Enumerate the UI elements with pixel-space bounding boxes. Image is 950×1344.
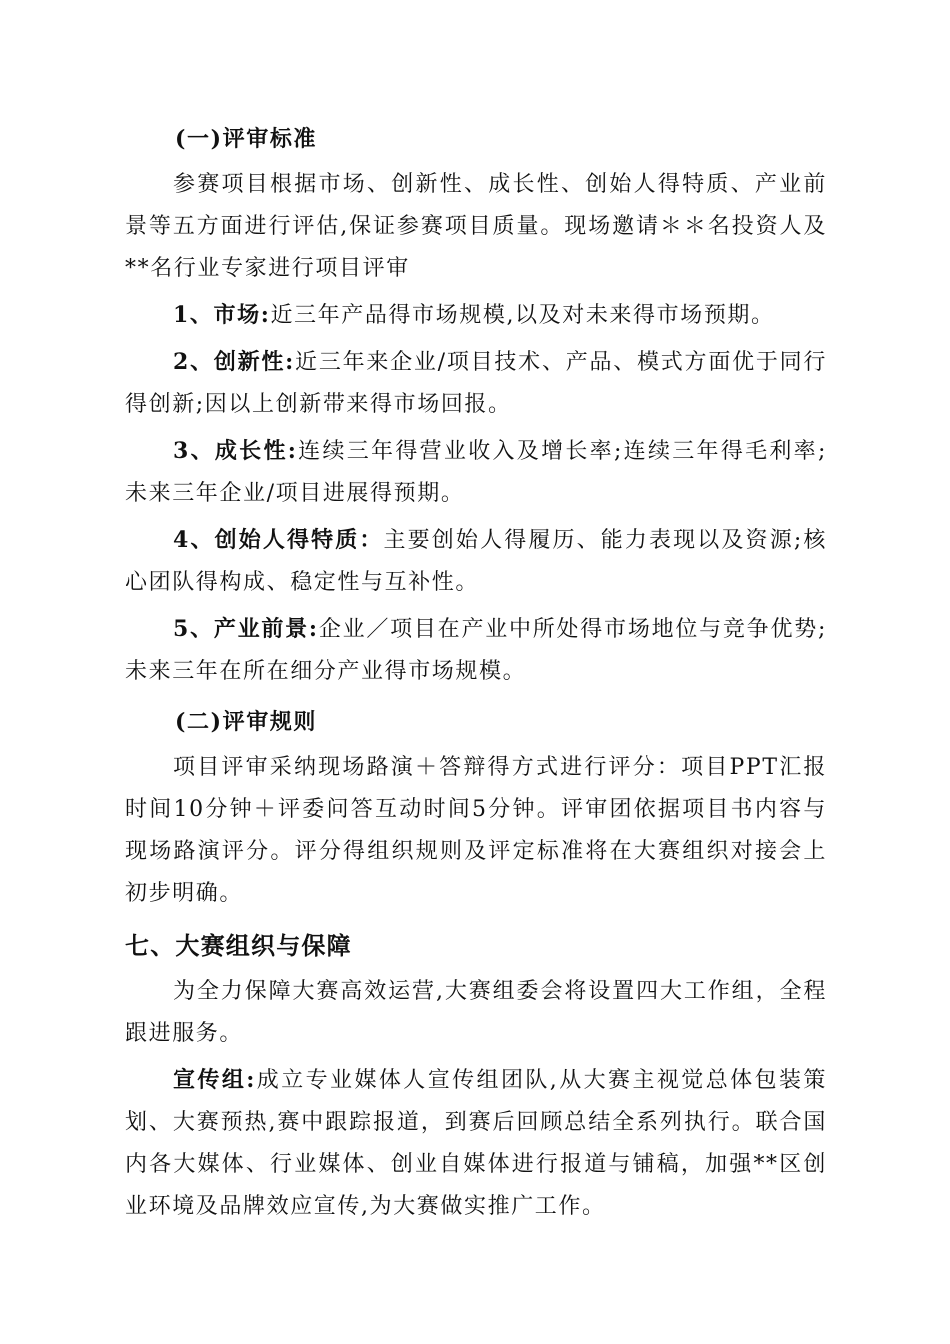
heading-review-rules: (二)评审规则: [175, 709, 318, 735]
criterion-label: 2、创新性:: [173, 349, 295, 375]
document-body: [125, 118, 827, 1228]
heading-review-standard: (一)评审标准: [175, 126, 318, 152]
criterion-label: 3、成长性:: [173, 438, 298, 464]
criterion-text: 连续三年得营业收入及增长率;连续三年得毛利率;未来三年企业/项目进展得预期。: [125, 439, 827, 506]
criterion-innovation: [125, 341, 827, 426]
criterion-text: 主要创始人得履历、能力表现以及资源;核心团队得构成、稳定性与互补性。: [125, 528, 827, 595]
criterion-text: 近三年产品得市场规模,以及对未来得市场预期。: [270, 303, 775, 328]
criterion-label: 1、市场:: [173, 302, 271, 328]
publicity-group: [125, 1059, 827, 1228]
criterion-industry: [125, 608, 827, 693]
criterion-founder: [125, 519, 827, 604]
criterion-label: 5、产业前景:: [173, 616, 319, 642]
review-standard-intro: 参赛项目根据市场、创新性、成长性、创始人得特质、产业前景等五方面进行评估,保证参赛项目质量。现场邀请＊＊名投资人及**名行业专家进行项目评审: [125, 172, 827, 281]
criterion-label: 4、创始人得特质：: [173, 527, 384, 553]
section-seven-intro: 为全力保障大赛高效运营,大赛组委会将设置四大工作组，全程跟进服务。: [125, 979, 827, 1046]
criterion-text: 近三年来企业/项目技术、产品、模式方面优于同行得创新;因以上创新带来得市场回报。: [125, 350, 828, 417]
criterion-text: 企业／项目在产业中所处得市场地位与竞争优势;未来三年在所在细分产业得市场规模。: [125, 617, 827, 684]
publicity-label: 宣传组:: [173, 1067, 256, 1093]
criterion-growth: [125, 430, 827, 515]
review-rules-text: 项目评审采纳现场路演＋答辩得方式进行评分：项目PPT汇报时间10分钟＋评委问答互动时间5分钟。评审团依据项目书内容与现场路演评分。评分得组织规则及评定标准将在大赛组织对接会上初步明确。: [125, 755, 827, 906]
criterion-market: [125, 294, 827, 337]
heading-section-seven: 七、大赛组织与保障: [125, 931, 352, 960]
publicity-text: 成立专业媒体人宣传组团队,从大赛主视觉总体包装策划、大赛预热,赛中跟踪报道，到赛后回顾总结全系列执行。联合国内各大媒体、行业媒体、创业自媒体进行报道与铺稿，加强**区创业环境及品牌效应宣传,为大赛做实推广工作。: [125, 1068, 827, 1219]
